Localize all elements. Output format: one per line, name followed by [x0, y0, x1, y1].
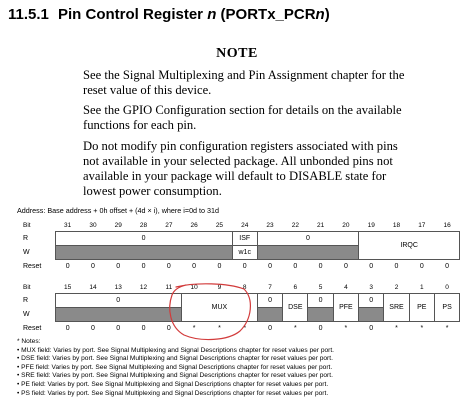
reserved-field-write [257, 308, 282, 322]
bit-number: 17 [418, 222, 426, 229]
bit-number: 3 [369, 284, 374, 291]
bit-number: 2 [394, 284, 399, 291]
reset-value: * [445, 325, 449, 332]
notes-block [17, 338, 334, 398]
reset-value: 0 [141, 263, 146, 270]
reset-value: * [420, 325, 424, 332]
reserved-field-read: 0 [257, 232, 358, 246]
bit-number: 4 [344, 284, 348, 291]
bit-number: 0 [445, 284, 449, 291]
bit-number: 6 [293, 284, 298, 291]
section-number: 11.5.1 [8, 6, 49, 23]
reset-value: 0 [369, 325, 374, 332]
bit-number: 27 [165, 222, 173, 229]
bit-number: 14 [89, 284, 97, 291]
irqc-field: IRQC [359, 232, 460, 260]
reset-value: 0 [116, 263, 121, 270]
reset-value: * [395, 325, 398, 332]
bit-number: 19 [367, 222, 375, 229]
reset-value: 0 [318, 263, 323, 270]
bit-number: 8 [242, 284, 247, 291]
reset-value: 0 [90, 263, 95, 270]
reset-value: 0 [318, 325, 323, 332]
dse-field: DSE [283, 294, 308, 322]
reset-value: 0 [268, 325, 272, 332]
reset-value: * [344, 325, 348, 332]
note-dse: • DSE field: Varies by port. See Signal Multiplexing and Signal Descriptions chapter for reset values per port. [17, 355, 333, 363]
row-label-reset: Reset [23, 324, 42, 332]
row-label-bit: Bit [23, 222, 31, 230]
reset-value: 0 [268, 263, 272, 270]
row-label-bit: Bit [23, 284, 31, 292]
isf-field-read: ISF [232, 232, 257, 246]
note-paragraph-3: Do not modify pin configuration registers associated with pins not available in your selected package. All unbonded pins not available in your package will default to DISABLE state for lowest power consumption. [83, 139, 398, 198]
pfe-field: PFE [333, 294, 358, 322]
bit-number: 13 [114, 284, 122, 291]
reset-value: 0 [116, 325, 121, 332]
bit-number: 7 [268, 284, 272, 291]
title-paren-close: ) [324, 6, 330, 23]
reset-value: 0 [217, 263, 222, 270]
bit-number: 5 [318, 284, 323, 291]
reset-value: 0 [343, 263, 348, 270]
notes-heading: * Notes: [17, 338, 41, 345]
bit-number: 31 [64, 222, 72, 229]
bit-number: 12 [139, 284, 148, 291]
reset-value: 0 [293, 263, 298, 270]
reserved-field-read: 0 [55, 232, 232, 246]
note-paragraph-2: See the GPIO Configuration section for details on the available functions for each pin. [83, 103, 402, 132]
reserved-field-read: 0 [55, 294, 181, 308]
reset-value: * [192, 325, 196, 332]
mux-field: MUX [181, 294, 257, 322]
row-label-w: W [23, 249, 30, 256]
pe-field: PE [409, 294, 434, 322]
row-label-r: R [23, 235, 29, 242]
reset-value: 0 [166, 263, 171, 270]
bit-number: 22 [291, 222, 299, 229]
bit-number: 11 [165, 284, 173, 291]
bit-number: 18 [392, 222, 401, 229]
reserved-field-read: 0 [257, 294, 282, 308]
reset-value: * [243, 325, 247, 332]
reset-value: 0 [242, 263, 247, 270]
reset-value: 0 [369, 263, 374, 270]
note-sre: • SRE field: Varies by port. See Signal Multiplexing and Signal Descriptions chapter for reset values per port. [17, 372, 333, 380]
reserved-field-write [55, 246, 232, 260]
reset-value: * [293, 325, 297, 332]
reset-value: 0 [445, 263, 450, 270]
section-heading [8, 6, 330, 23]
bit-number: 25 [215, 222, 224, 229]
address-line: Address: Base address + 0h offset + (4d × i), where i=0d to 31d [17, 206, 220, 215]
register-table-upper [17, 221, 460, 274]
bit-number: 16 [443, 222, 451, 229]
note-ps: • PS field: Varies by port. See Signal Multiplexing and Signal Descriptions chapter for reset values per port. [17, 389, 329, 397]
note-title: NOTE [216, 46, 258, 61]
reset-value: 0 [65, 325, 70, 332]
reset-value: 0 [192, 263, 197, 270]
bit-number: 24 [241, 222, 249, 229]
note-pe: • PE field: Varies by port. See Signal Multiplexing and Signal Descriptions chapter for reset values per port. [17, 380, 329, 388]
reserved-field-write [308, 308, 333, 322]
ps-field: PS [434, 294, 459, 322]
title-n: n [207, 6, 217, 23]
note-mux: • MUX field: Varies by port. See Signal Multiplexing and Signal Descriptions chapter for reset values per port. [17, 346, 335, 354]
bit-number: 26 [190, 222, 198, 229]
read-row [17, 232, 460, 246]
sre-field: SRE [384, 294, 409, 322]
reserved-field-read: 0 [359, 294, 384, 308]
bit-number: 15 [64, 284, 72, 291]
row-label-r: R [23, 297, 29, 304]
reset-value: 0 [419, 263, 424, 270]
reset-value: 0 [141, 325, 146, 332]
reserved-field-read: 0 [308, 294, 333, 308]
section-title [58, 6, 330, 23]
row-label-reset: Reset [23, 262, 42, 270]
reset-row [17, 260, 460, 275]
bit-number: 30 [89, 222, 97, 229]
reserved-field-write [257, 246, 358, 260]
reset-value: 0 [166, 325, 171, 332]
isf-field-write: w1c [232, 246, 257, 260]
bit-number: 23 [266, 222, 274, 229]
bit-number: 9 [217, 284, 222, 291]
bit-number: 20 [342, 222, 350, 229]
reserved-field-write [359, 308, 384, 322]
title-paren-n: n [315, 6, 325, 23]
note-paragraph-1: See the Signal Multiplexing and Pin Assignment chapter for the reset value of this device. [83, 68, 405, 97]
bit-number-row [17, 221, 460, 232]
reset-value: * [218, 325, 221, 332]
bit-number: 28 [139, 222, 148, 229]
bit-number: 29 [114, 222, 122, 229]
bit-number: 10 [190, 284, 198, 291]
mux-annotation-circle [166, 281, 254, 343]
reset-value: 0 [65, 263, 70, 270]
title-prefix: Pin Control Register [58, 6, 208, 23]
note-pfe: • PFE field: Varies by port. See Signal Multiplexing and Signal Descriptions chapter for reset values per port. [17, 363, 333, 371]
reset-value: 0 [394, 263, 399, 270]
bit-number: 1 [419, 284, 424, 291]
row-label-w: W [23, 311, 30, 318]
bit-number: 21 [317, 222, 325, 229]
reserved-field-write [55, 308, 181, 322]
title-paren-open: (PORTx_PCR [216, 6, 316, 23]
reset-value: 0 [90, 325, 95, 332]
